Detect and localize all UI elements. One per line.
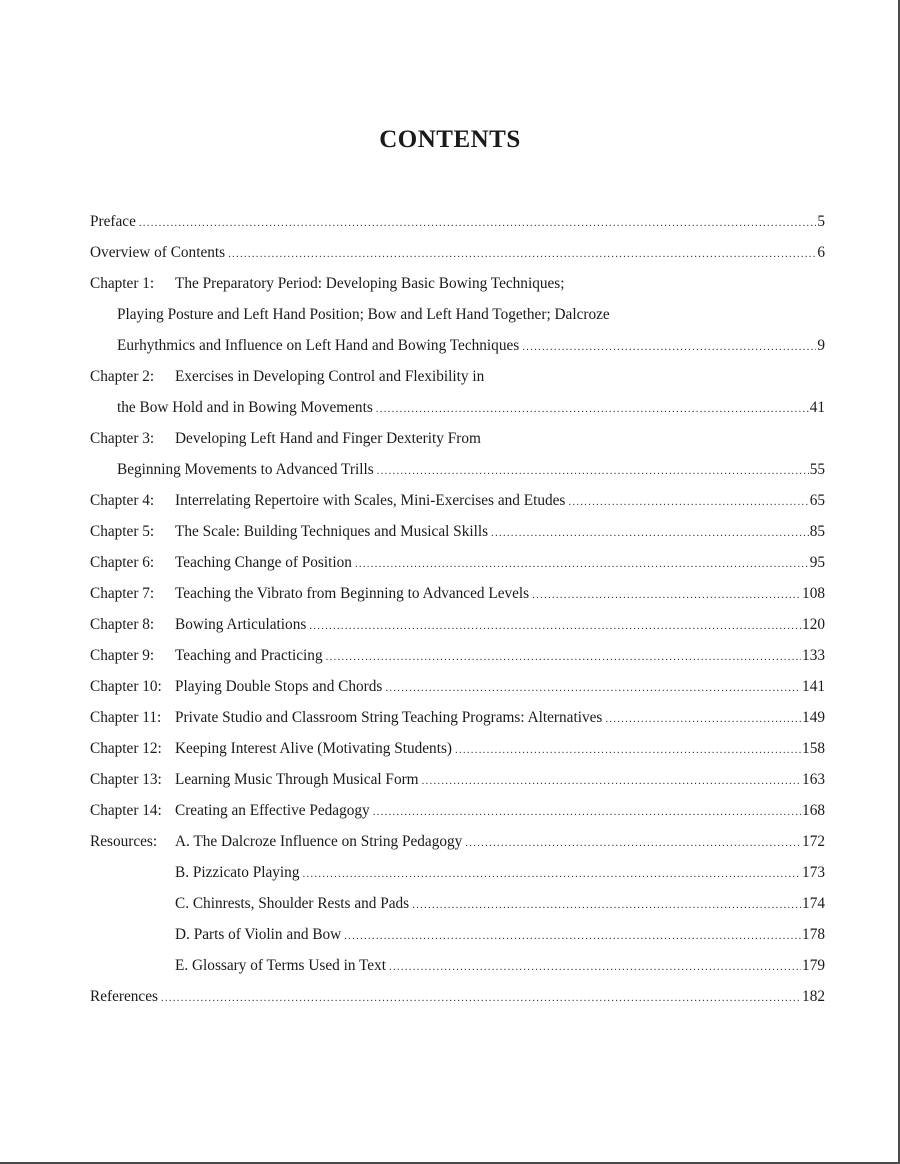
- entry-title: Creating an Effective Pedagogy: [175, 802, 370, 819]
- chapter-number: Chapter 6:: [90, 554, 155, 571]
- toc-entry-chapter-2[interactable]: [90, 361, 825, 392]
- entry-title: Overview of Contents: [90, 244, 226, 261]
- toc-entry-chapter-8[interactable]: [90, 609, 825, 640]
- entry-title: the Bow Hold and in Bowing Movements: [117, 399, 373, 416]
- dot-leader: [532, 580, 801, 611]
- toc-entry-chapter-7[interactable]: [90, 578, 825, 609]
- page-number: 141: [802, 678, 825, 695]
- dot-leader: [344, 921, 801, 952]
- dot-leader: [139, 208, 816, 239]
- entry-title: Private Studio and Classroom String Teaching Programs: Alternatives: [175, 709, 603, 726]
- toc-entry-chapter-1-cont[interactable]: [90, 299, 825, 330]
- entry-title: Playing Double Stops and Chords: [175, 678, 383, 695]
- entry-title: A. The Dalcroze Influence on String Pedagogy: [175, 833, 463, 850]
- toc-entry-chapter-10[interactable]: [90, 671, 825, 702]
- page-number: 172: [802, 833, 825, 850]
- toc-entry-chapter-3[interactable]: [90, 423, 825, 454]
- dot-leader: [228, 239, 816, 270]
- entry-title: Bowing Articulations: [175, 616, 307, 633]
- page-number: 108: [802, 585, 825, 602]
- page-number: 5: [817, 213, 825, 230]
- dot-leader: [465, 828, 801, 859]
- entry-title: Interrelating Repertoire with Scales, Mini-Exercises and Etudes: [175, 492, 566, 509]
- chapter-number: Chapter 9:: [90, 647, 155, 664]
- dot-leader: [491, 518, 809, 549]
- entry-title: Teaching Change of Position: [175, 554, 352, 571]
- entry-title: Teaching and Practicing: [175, 647, 323, 664]
- page-number: 120: [802, 616, 825, 633]
- toc-entry-chapter-4[interactable]: [90, 485, 825, 516]
- chapter-number: Chapter 12:: [90, 740, 162, 757]
- dot-leader: [412, 890, 801, 921]
- toc-entry-chapter-11[interactable]: [90, 702, 825, 733]
- entry-title: Teaching the Vibrato from Beginning to Advanced Levels: [175, 585, 530, 602]
- chapter-number: Chapter 11:: [90, 709, 162, 726]
- dot-leader: [377, 456, 809, 487]
- table-of-contents: [90, 206, 825, 1012]
- toc-entry-resource-e[interactable]: [90, 950, 825, 981]
- entry-title: B. Pizzicato Playing: [175, 864, 300, 881]
- entry-title: C. Chinrests, Shoulder Rests and Pads: [175, 895, 410, 912]
- page-number: 41: [809, 399, 825, 416]
- chapter-number: Chapter 1:: [90, 275, 155, 292]
- entry-title: The Scale: Building Techniques and Musical Skills: [175, 523, 489, 540]
- chapter-number: Chapter 2:: [90, 368, 155, 385]
- dot-leader: [385, 673, 801, 704]
- toc-entry-references[interactable]: [90, 981, 825, 1012]
- page-number: 133: [802, 647, 825, 664]
- page-number: 9: [817, 337, 825, 354]
- dot-leader: [376, 394, 809, 425]
- entry-title: Developing Left Hand and Finger Dexterity From: [175, 430, 481, 447]
- toc-entry-preface[interactable]: [90, 206, 825, 237]
- toc-entry-resource-b[interactable]: [90, 857, 825, 888]
- chapter-number: Chapter 3:: [90, 430, 155, 447]
- toc-entry-resource-d[interactable]: [90, 919, 825, 950]
- toc-entry-chapter-1-cont[interactable]: [90, 330, 825, 361]
- page-number: 85: [809, 523, 825, 540]
- entry-title: Eurhythmics and Influence on Left Hand and Bowing Techniques: [117, 337, 520, 354]
- entry-title: Playing Posture and Left Hand Position; Bow and Left Hand Together; Dalcroze: [117, 306, 610, 323]
- page-number: 6: [817, 244, 825, 261]
- entry-title: Beginning Movements to Advanced Trills: [117, 461, 374, 478]
- toc-entry-chapter-3-cont[interactable]: [90, 454, 825, 485]
- page-number: 149: [802, 709, 825, 726]
- dot-leader: [373, 797, 801, 828]
- toc-entry-resource-c[interactable]: [90, 888, 825, 919]
- chapter-number: Chapter 10:: [90, 678, 162, 695]
- page-number: 174: [802, 895, 825, 912]
- chapter-number: Chapter 13:: [90, 771, 162, 788]
- toc-entry-overview[interactable]: [90, 237, 825, 268]
- page-number: 158: [802, 740, 825, 757]
- dot-leader: [389, 952, 801, 983]
- page-number: 182: [802, 988, 825, 1005]
- toc-entry-resource-a[interactable]: [90, 826, 825, 857]
- dot-leader: [522, 332, 816, 363]
- dot-leader: [309, 611, 801, 642]
- toc-entry-chapter-12[interactable]: [90, 733, 825, 764]
- dot-leader: [422, 766, 801, 797]
- toc-entry-chapter-5[interactable]: [90, 516, 825, 547]
- toc-entry-chapter-13[interactable]: [90, 764, 825, 795]
- resources-label: Resources:: [90, 833, 158, 850]
- chapter-number: Chapter 14:: [90, 802, 162, 819]
- page-number: 55: [809, 461, 825, 478]
- entry-title: Exercises in Developing Control and Flexibility in: [175, 368, 485, 385]
- chapter-number: Chapter 4:: [90, 492, 155, 509]
- page-number: 163: [802, 771, 825, 788]
- toc-entry-chapter-2-cont[interactable]: [90, 392, 825, 423]
- page-number: 65: [809, 492, 825, 509]
- chapter-number: Chapter 8:: [90, 616, 155, 633]
- entry-title: References: [90, 988, 158, 1005]
- entry-title: D. Parts of Violin and Bow: [175, 926, 342, 943]
- dot-leader: [302, 859, 801, 890]
- dot-leader: [605, 704, 801, 735]
- toc-entry-chapter-9[interactable]: [90, 640, 825, 671]
- entry-title: E. Glossary of Terms Used in Text: [175, 957, 386, 974]
- dot-leader: [326, 642, 801, 673]
- page-title: CONTENTS: [379, 126, 521, 153]
- page-number: 178: [802, 926, 825, 943]
- dot-leader: [455, 735, 801, 766]
- page-number: 179: [802, 957, 825, 974]
- page-number: 173: [802, 864, 825, 881]
- entry-title: Learning Music Through Musical Form: [175, 771, 419, 788]
- chapter-number: Chapter 7:: [90, 585, 155, 602]
- page-number: 168: [802, 802, 825, 819]
- toc-entry-chapter-1[interactable]: [90, 268, 825, 299]
- toc-entry-chapter-6[interactable]: [90, 547, 825, 578]
- dot-leader: [161, 983, 801, 1014]
- toc-entry-chapter-14[interactable]: [90, 795, 825, 826]
- entry-title: The Preparatory Period: Developing Basic Bowing Techniques;: [175, 275, 565, 292]
- entry-title: Keeping Interest Alive (Motivating Students): [175, 740, 452, 757]
- dot-leader: [568, 487, 808, 518]
- entry-title: Preface: [90, 213, 136, 230]
- page-number: 95: [809, 554, 825, 571]
- dot-leader: [355, 549, 809, 580]
- chapter-number: Chapter 5:: [90, 523, 155, 540]
